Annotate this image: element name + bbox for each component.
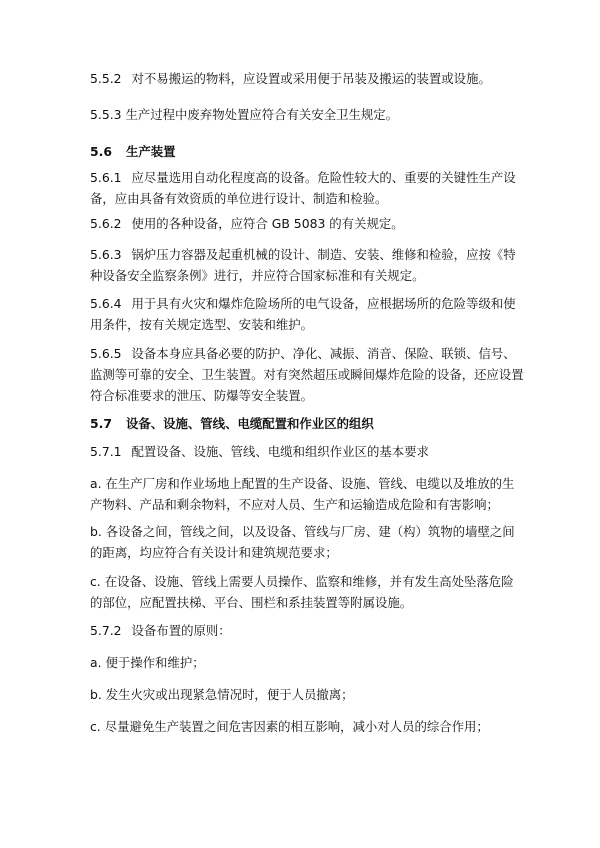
text-line [90,620,522,641]
clause-text-continued: 监测等可靠的安全、卫生装置。对有突然超压或瞬间爆炸危险的设备，还应设置 [90,367,524,382]
clause-number: 5.7.2 [90,623,122,638]
principle-item-c [90,716,522,737]
list-item-text-continued: 产物料、产品和剩余物料，不应对人员、生产和运输造成危险和有害影响； [90,497,499,512]
list-item-b [90,521,522,563]
clause-number: 5.6.4 [90,296,122,311]
clause-text: 设备本身应具备必要的防护、净化、减振、消音、保险、联锁、信号、 [131,346,516,361]
text-line [90,68,522,89]
section-number: 5.7 [90,416,112,431]
clause-number: 5.6.5 [90,346,122,361]
text-line [90,441,522,462]
list-item-text: b. 发生火灾或出现紧急情况时，便于人员撤离； [90,687,354,702]
list-item-c [90,571,522,613]
clause-number: 5.6.2 [90,216,122,231]
clause-5-6-2 [90,213,522,234]
clause-text-continued: 用条件，按有关规定选型、安装和维护。 [90,317,314,332]
clause-text: 设备布置的原则： [131,623,231,638]
text-line [90,141,522,162]
clause-text: 配置设备、设施、管线、电缆和组织作业区的基本要求 [131,444,429,459]
clause-text: 对不易搬运的物料，应设置或采用便于吊装及搬运的装置或设施。 [131,71,491,86]
text-line [90,213,522,234]
clause-text: 5.5.3 生产过程中废弃物处置应符合有关安全卫生规定。 [90,107,399,122]
text-line [90,167,522,188]
principle-item-b [90,684,522,705]
text-line [90,293,522,314]
clause-5-6-4 [90,293,522,335]
section-title: 设备、设施、管线、电缆配置和作业区的组织 [125,416,374,431]
list-item-text: b. 各设备之间，管线之间，以及设备、管线与厂房、建（构）筑物的墙壁之间 [90,524,515,539]
list-item-text: c. 在设备、设施、管线上需要人员操作、监察和维修，并有发生高处坠落危险 [90,574,514,589]
clause-text-continued: 符合标准要求的泄压、防爆等安全装置。 [90,388,314,403]
clause-5-6-1 [90,167,522,209]
clause-5-5-2 [90,68,522,89]
section-number: 5.6 [90,144,112,159]
text-line [90,413,522,434]
clause-text: 用于具有火灾和爆炸危险场所的电气设备，应根据场所的危险等级和使 [131,296,516,311]
list-item-text: a. 便于操作和维护； [90,655,205,670]
list-item-text: a. 在生产厂房和作业场地上配置的生产设备、设施、管线、电缆以及堆放的生 [90,476,515,491]
clause-5-5-3 [90,104,522,125]
clause-5-6-3 [90,244,522,286]
section-title: 生产装置 [125,144,176,159]
principle-item-a [90,652,522,673]
list-item-a [90,473,522,515]
clause-number: 5.6.1 [90,170,122,185]
clause-text: 应尽量选用自动化程度高的设备。危险性较大的、重要的关键性生产设 [131,170,516,185]
clause-5-7-1 [90,441,522,462]
clause-5-7-2 [90,620,522,641]
clause-5-6-5 [90,343,522,406]
clause-text: 使用的各种设备，应符合 GB 5083 的有关规定。 [131,216,404,231]
section-heading-5-6 [90,141,522,162]
list-item-text-continued: 的距离，均应符合有关设计和建筑规范要求； [90,545,338,560]
clause-number: 5.6.3 [90,247,122,262]
clause-text: 锅炉压力容器及起重机械的设计、制造、安装、维修和检验，应按《特 [131,247,516,262]
list-item-text-continued: 的部位，应配置扶梯、平台、围栏和系挂装置等附属设施。 [90,595,413,610]
clause-text-continued: 种设备安全监察条例》进行，并应符合国家标准和有关规定。 [90,268,425,283]
text-line [90,244,522,265]
clause-number: 5.5.2 [90,71,122,86]
clause-text-continued: 备，应由具备有效资质的单位进行设计、制造和检验。 [90,191,388,206]
list-item-text: c. 尽量避免生产装置之间危害因素的相互影响，减小对人员的综合作用； [90,719,489,734]
section-heading-5-7 [90,413,522,434]
text-line [90,343,522,364]
clause-number: 5.7.1 [90,444,122,459]
